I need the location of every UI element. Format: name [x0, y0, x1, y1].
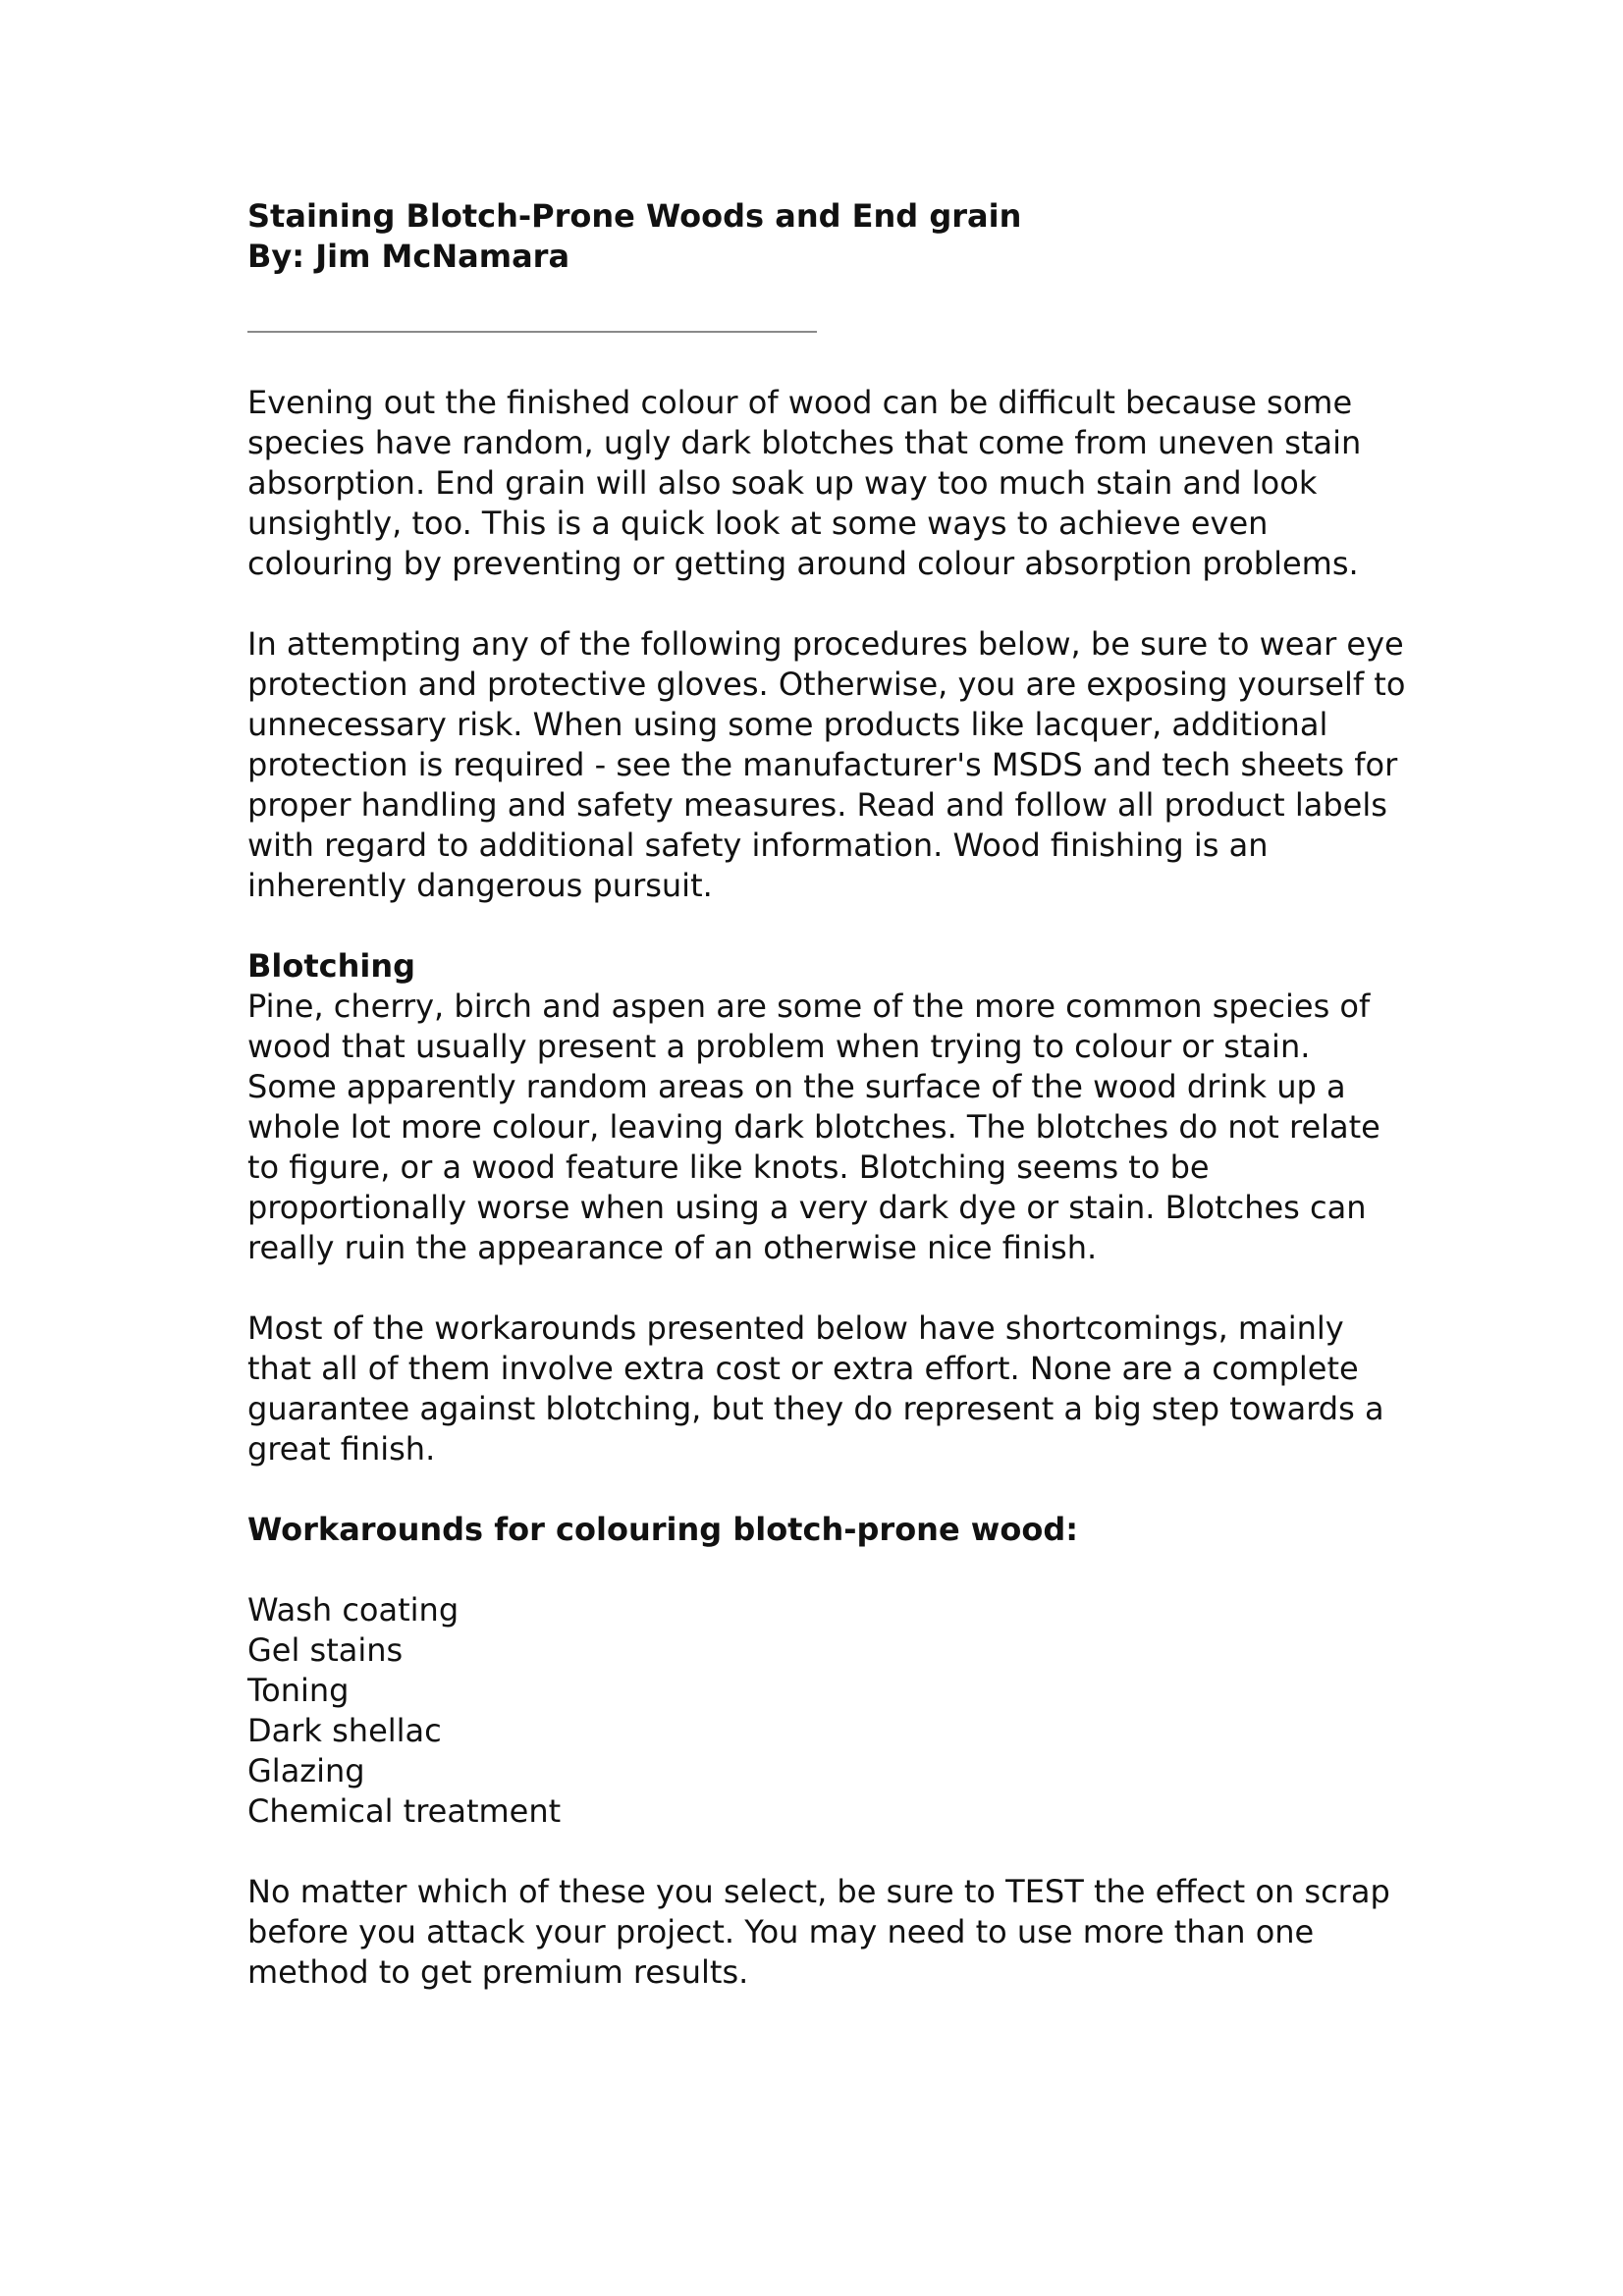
title-divider — [247, 331, 817, 333]
list-item: Dark shellac — [247, 1712, 442, 1749]
document-byline: By: Jim McNamara — [247, 238, 570, 275]
list-item: Gel stains — [247, 1631, 404, 1669]
intro-paragraph: Evening out the finished colour of wood can be difficult because some species have random, ugly dark blotches that come from uneven stain absorption. End grain will also soak up way too much stain and look unsightly, too. This is a quick look at some ways to achieve even colouring by preventing or getting around colour absorption problems. — [247, 384, 1362, 582]
workarounds-intro-paragraph: Most of the workarounds presented below have shortcomings, mainly that all of them involve extra cost or extra effort. None are a complete guarantee against blotching, but they do represent a big step towards a great finish. — [247, 1309, 1384, 1468]
list-item: Wash coating — [247, 1591, 460, 1629]
list-item: Toning — [247, 1672, 350, 1709]
blotching-heading: Blotching — [247, 947, 416, 985]
document-title: Staining Blotch-Prone Woods and End grain — [247, 197, 1022, 235]
document-body — [247, 196, 1406, 1993]
closing-paragraph: No matter which of these you select, be sure to TEST the effect on scrap before you attack your project. You may need to use more than one method to get premium results. — [247, 1873, 1390, 1991]
list-item: Chemical treatment — [247, 1792, 562, 1830]
title-block — [247, 196, 1406, 277]
list-item: Glazing — [247, 1752, 365, 1789]
workarounds-heading: Workarounds for colouring blotch-prone wood: — [247, 1511, 1079, 1548]
safety-paragraph: In attempting any of the following procedures below, be sure to wear eye protection and protective gloves. Otherwise, you are exposing yourself to unnecessary risk. When using some products like lacquer, additional protection is required - see the manufacturer's MSDS and tech sheets for proper handling and safety measures. Read and follow all product labels with regard to additional safety information. Wood finishing is an inherently dangerous pursuit. — [247, 625, 1406, 904]
blotching-paragraph: Pine, cherry, birch and aspen are some of the more common species of wood that usually present a problem when trying to colour or stain. Some apparently random areas on the surface of the wood drink up a whole lot more colour, leaving dark blotches. The blotches do not relate to figure, or a wood feature like knots. Blotching seems to be proportionally worse when using a very dark dye or stain. Blotches can really ruin the appearance of an otherwise nice finish. — [247, 988, 1380, 1266]
workarounds-list — [247, 1590, 1406, 1832]
